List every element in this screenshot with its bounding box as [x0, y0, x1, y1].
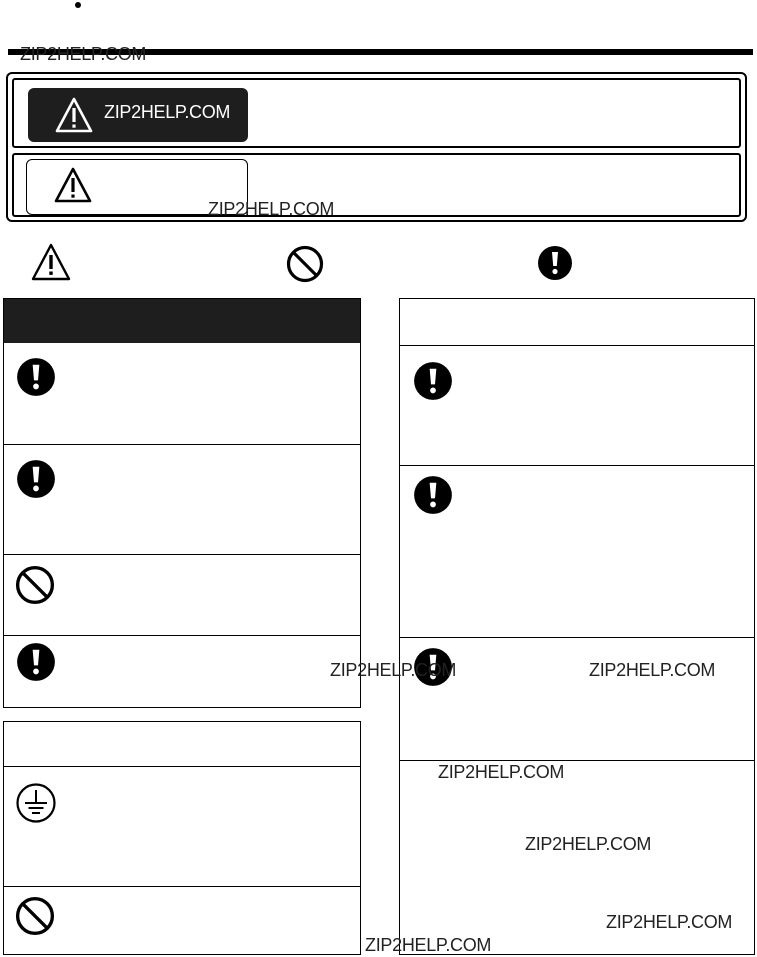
watermark: ZIP2HELP.COM	[104, 102, 231, 122]
right-panel	[399, 298, 755, 955]
left-caution-panel	[3, 721, 361, 955]
divider	[4, 886, 360, 887]
warning-triangle-icon	[54, 96, 94, 134]
divider	[4, 444, 360, 445]
divider	[400, 760, 754, 761]
watermark: ZIP2HELP.COM	[525, 834, 652, 854]
watermark: ZIP2HELP.COM	[606, 912, 733, 932]
watermark: ZIP2HELP.COM	[589, 660, 716, 680]
exclamation-icon	[16, 357, 56, 397]
ground-icon	[15, 782, 57, 824]
legend-row-caution	[12, 153, 741, 217]
bullet-point	[75, 2, 81, 8]
watermark: ZIP2HELP.COM	[208, 199, 335, 219]
divider	[4, 766, 360, 767]
watermark: ZIP2HELP.COM	[365, 935, 492, 955]
left-warning-panel	[3, 298, 361, 708]
exclamation-icon	[16, 459, 56, 499]
prohibited-icon	[286, 245, 324, 283]
warning-triangle-icon	[30, 242, 72, 282]
watermark: ZIP2HELP.COM	[20, 44, 147, 64]
exclamation-icon	[413, 361, 453, 401]
divider	[400, 345, 754, 346]
divider	[4, 635, 360, 636]
prohibited-icon	[15, 896, 55, 936]
prohibited-icon	[15, 565, 55, 605]
watermark: ZIP2HELP.COM	[330, 660, 457, 680]
warning-triangle-icon	[53, 166, 93, 204]
divider	[4, 554, 360, 555]
panel-header	[4, 299, 360, 343]
exclamation-icon	[413, 475, 453, 515]
divider	[400, 637, 754, 638]
exclamation-icon	[16, 642, 56, 682]
legend-row-warning	[12, 78, 741, 148]
warning-label	[28, 88, 248, 142]
exclamation-icon	[537, 245, 573, 281]
watermark: ZIP2HELP.COM	[438, 762, 565, 782]
signal-word-legend	[6, 72, 747, 222]
divider	[400, 465, 754, 466]
